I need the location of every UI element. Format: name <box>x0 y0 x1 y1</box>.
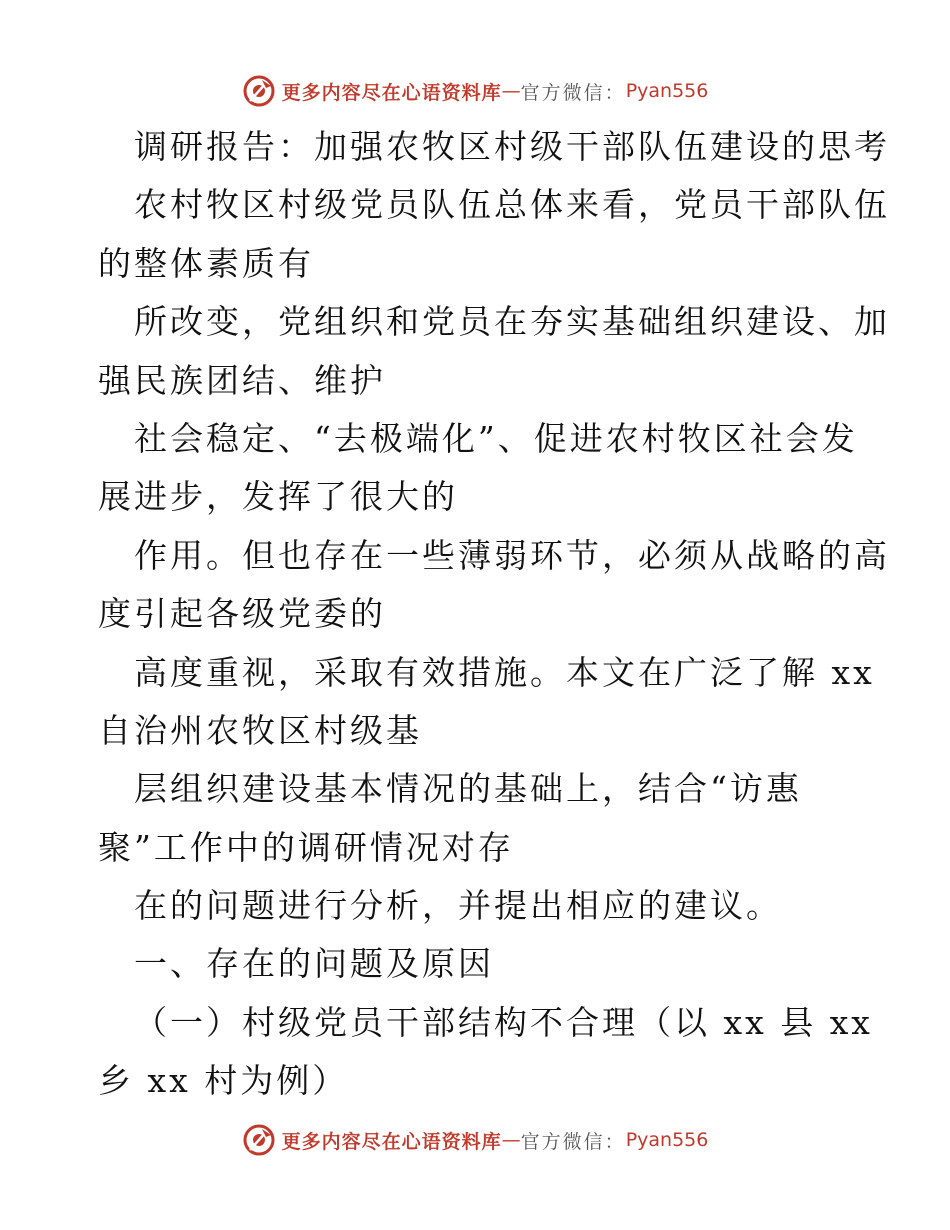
seal-logo-icon <box>242 1123 276 1157</box>
text-line: 社会稳定、“去极端化”、促进农村牧区社会发 <box>134 418 858 458</box>
text-line: 高度重视，采取有效措施。本文在广泛了解 xx <box>134 652 875 692</box>
text-line: 聚”工作中的调研情况对存 <box>98 827 514 867</box>
text-line: 度引起各级党委的 <box>98 594 386 634</box>
text-line: 展进步，发挥了很大的 <box>98 477 458 517</box>
footer-watermark-banner <box>0 1120 950 1160</box>
header-watermark-banner <box>0 71 950 111</box>
banner-wechat-label: 官方微信： <box>520 1130 626 1153</box>
text-line: 在的问题进行分析，并提出相应的建议。 <box>134 886 782 926</box>
seal-logo-icon <box>242 74 276 108</box>
banner-main-text: 更多内容尽在心语资料库 <box>281 1130 502 1153</box>
section-heading: 一、存在的问题及原因 <box>134 944 494 984</box>
document-title: 调研报告：加强农牧区村级干部队伍建设的思考 <box>134 127 890 166</box>
banner-separator: — <box>501 80 521 102</box>
banner-wechat-id: Pyan556 <box>625 80 709 102</box>
banner-main-text: 更多内容尽在心语资料库 <box>281 81 502 104</box>
text-line: 的整体素质有 <box>98 243 314 283</box>
text-line: 层组织建设基本情况的基础上，结合“访惠 <box>134 769 802 809</box>
text-line: 自治州农牧区村级基 <box>98 710 422 750</box>
text-line: 作用。但也存在一些薄弱环节，必须从战略的高 <box>134 535 890 575</box>
banner-separator: — <box>501 1129 521 1151</box>
text-line: 农村牧区村级党员队伍总体来看，党员干部队伍 <box>134 185 890 225</box>
text-line: 乡 xx 村为例） <box>98 1061 349 1101</box>
text-line: 所改变，党组织和党员在夯实基础组织建设、加 <box>134 302 890 342</box>
subsection-heading: （一）村级党员干部结构不合理（以 xx 县 xx <box>134 1002 873 1042</box>
banner-wechat-id: Pyan556 <box>625 1129 709 1151</box>
document-body <box>98 118 890 1111</box>
text-line: 强民族团结、维护 <box>98 360 386 400</box>
banner-wechat-label: 官方微信： <box>520 81 626 104</box>
